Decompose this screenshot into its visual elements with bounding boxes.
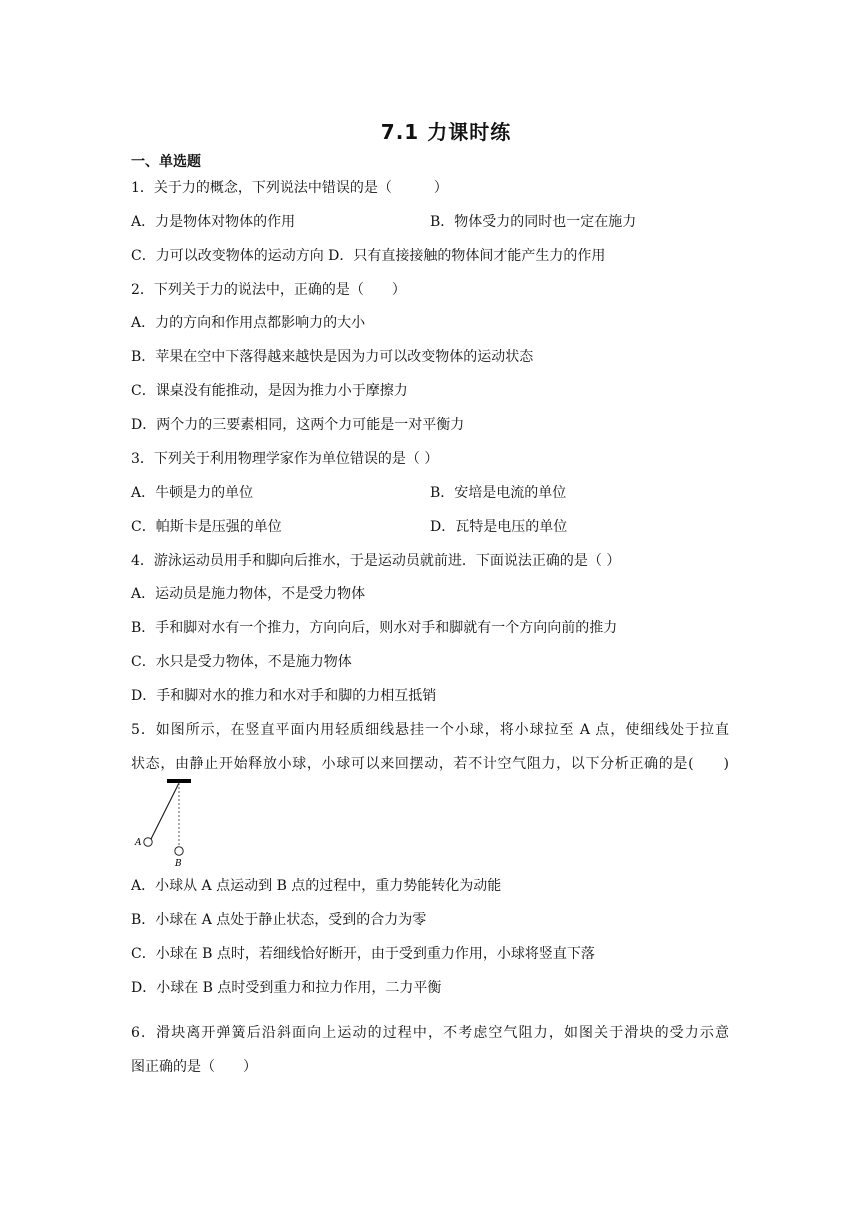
question-5-stem-line-2: 状态，由静止开始释放小球，小球可以来回摆动，若不计空气阻力，以下分析正确的是( ) xyxy=(131,756,729,772)
ball-at-b xyxy=(175,847,183,855)
question-4-option-c: C．水只是受力物体，不是施力物体 xyxy=(131,654,352,670)
label-a: A xyxy=(135,838,142,848)
question-1-option-b: B．物体受力的同时也一定在施力 xyxy=(430,214,637,230)
question-6-stem-line-2: 图正确的是（ ） xyxy=(131,1059,257,1075)
question-4-option-d: D．手和脚对水的推力和水对手和脚的力相互抵销 xyxy=(131,688,437,704)
question-3-option-d: D．瓦特是电压的单位 xyxy=(430,519,568,535)
label-b: B xyxy=(175,859,182,869)
question-2-option-b: B．苹果在空中下落得越来越快是因为力可以改变物体的运动状态 xyxy=(131,349,534,365)
question-5-option-b: B．小球在 A 点处于静止状态，受到的合力为零 xyxy=(131,912,427,928)
question-4-option-a: A．运动员是施力物体，不是受力物体 xyxy=(131,586,366,602)
question-2-option-a: A．力的方向和作用点都影响力的大小 xyxy=(131,315,366,331)
question-5-option-d: D．小球在 B 点时受到重力和拉力作用，二力平衡 xyxy=(131,980,442,996)
question-3-option-b: B．安培是电流的单位 xyxy=(430,485,567,501)
section-heading: 一、单选题 xyxy=(131,154,201,170)
question-5-option-a: A．小球从 A 点运动到 B 点的过程中，重力势能转化为动能 xyxy=(131,878,502,894)
pendulum-figure xyxy=(131,777,201,869)
question-4-stem: 4．游泳运动员用手和脚向后推水，于是运动员就前进．下面说法正确的是（ ） xyxy=(131,553,621,569)
question-1-option-a: A．力是物体对物体的作用 xyxy=(131,214,296,230)
question-3-stem: 3．下列关于利用物理学家作为单位错误的是（ ） xyxy=(131,451,439,467)
question-1-stem: 1．关于力的概念，下列说法中错误的是（ ） xyxy=(131,180,448,196)
question-2-stem: 2．下列关于力的说法中，正确的是（ ） xyxy=(131,282,406,298)
question-4-option-b: B．手和脚对水有一个推力，方向向后，则水对手和脚就有一个方向向前的推力 xyxy=(131,620,618,636)
question-3-option-a: A．牛顿是力的单位 xyxy=(131,485,254,501)
question-6-stem-line-1: 6．滑块离开弹簧后沿斜面向上运动的过程中，不考虑空气阻力，如图关于滑块的受力示意 xyxy=(131,1025,729,1041)
question-3-option-c: C．帕斯卡是压强的单位 xyxy=(131,519,282,535)
question-1-options-cd: C．力可以改变物体的运动方向 D．只有直接接触的物体间才能产生力的作用 xyxy=(131,248,606,264)
pendulum-ceiling xyxy=(167,779,191,783)
question-5-stem-line-1: 5．如图所示，在竖直平面内用轻质细线悬挂一个小球，将小球拉至 A 点，使细线处于拉直 xyxy=(131,722,729,738)
question-2-option-d: D．两个力的三要素相同，这两个力可能是一对平衡力 xyxy=(131,417,465,433)
question-2-option-c: C．课桌没有能推动，是因为推力小于摩擦力 xyxy=(131,383,408,399)
pendulum-string xyxy=(151,783,179,839)
ball-at-a xyxy=(144,838,152,846)
page-title: 7.1 力课时练 xyxy=(380,120,512,144)
question-5-option-c: C．小球在 B 点时，若细线恰好断开，由于受到重力作用，小球将竖直下落 xyxy=(131,946,595,962)
